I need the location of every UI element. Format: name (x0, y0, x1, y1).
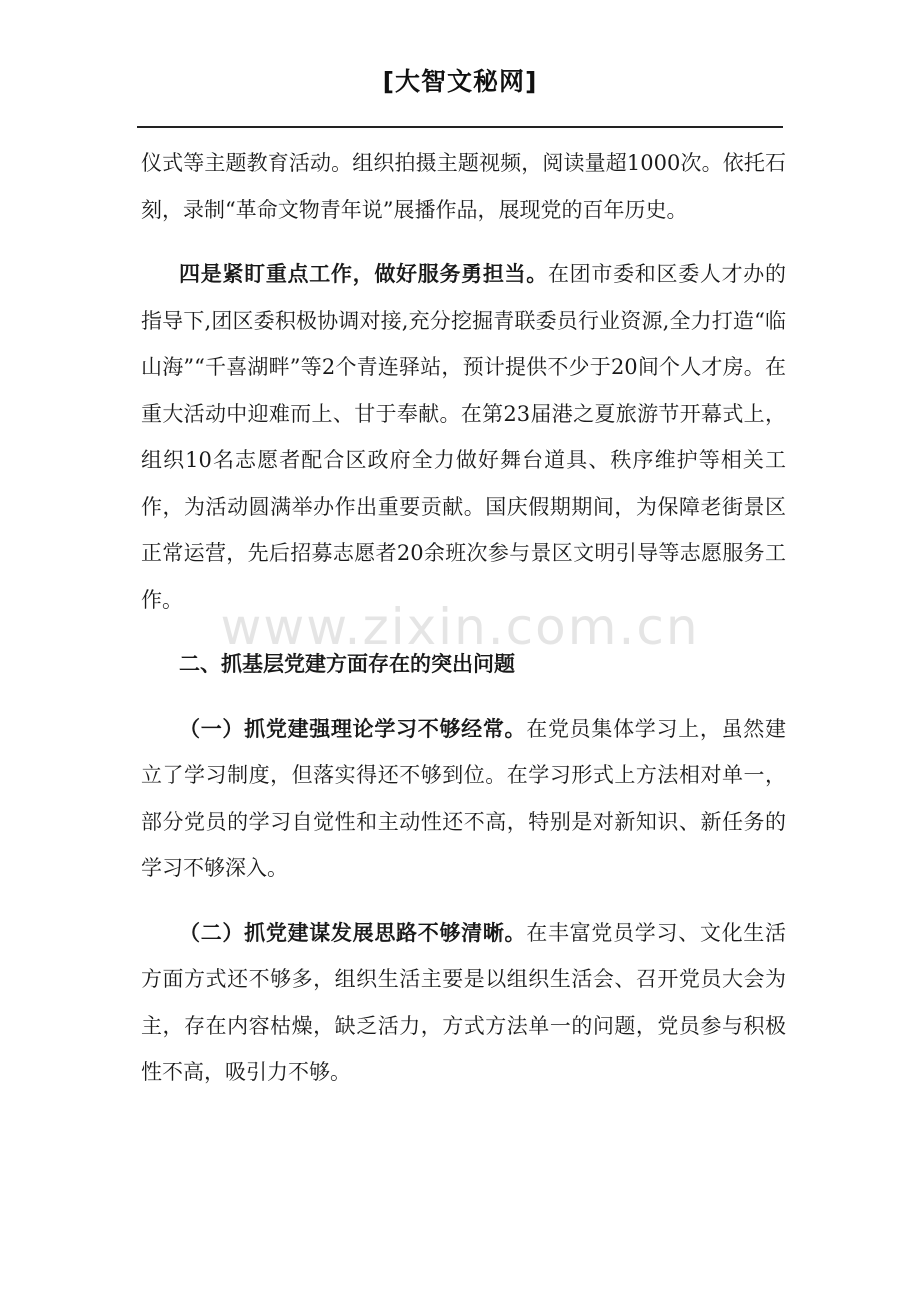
paragraph-issue-one (141, 706, 786, 892)
document-body (141, 140, 786, 1096)
paragraph-lead: （二）抓党建谋发展思路不够清晰。 (179, 919, 527, 945)
paragraph-lead: 四是紧盯重点工作，做好服务勇担当。 (179, 261, 548, 286)
paragraph-text: 在党员集体学习上，虽然建立了学习制度，但落实得还不够到位。在学习形式上方法相对单一，部分党员的学习自觉性和主动性还不高，特别是对新知识、新任务的学习不够深入。 (141, 716, 787, 880)
paragraph-text: 在团市委和区委人才办的指导下,团区委积极协调对接,充分挖掘青联委员行业资源,全力打造“临山海”“千喜湖畔”等2个青连驿站，预计提供不少于20间个人才房。在重大活动中迎难而上、甘于奉献。在第23届港之夏旅游节开幕式上，组织10名志愿者配合区政府全力做好舞台道具、秩序维护等相关工作，为活动圆满举办作出重要贡献。国庆假期期间，为保障老街景区正常运营，先后招募志愿者20余班次参与景区文明引导等志愿服务工作。 (141, 262, 787, 612)
header-divider (137, 126, 783, 128)
paragraph-issue-two (141, 910, 786, 1096)
section-heading: 二、抓基层党建方面存在的突出问题 (179, 651, 515, 676)
paragraph-text: 仪式等主题教育活动。组织拍摄主题视频，阅读量超1000次。依托石刻，录制“革命文物青年说”展播作品，展现党的百年历史。 (141, 151, 786, 222)
paragraph-continuation (141, 140, 786, 233)
paragraph-text: 在丰富党员学习、文化生活方面方式还不够多，组织生活主要是以组织生活会、召开党员大会为主，存在内容枯燥，缺乏活力，方式方法单一的问题，党员参与积极性不高，吸引力不够。 (141, 920, 787, 1084)
paragraph-focus-work (141, 251, 786, 623)
watermark: www.zixin.com.cn (220, 598, 700, 656)
site-title: [大智文秘网] (382, 67, 538, 96)
paragraph-lead: （一）抓党建强理论学习不够经常。 (179, 715, 527, 741)
